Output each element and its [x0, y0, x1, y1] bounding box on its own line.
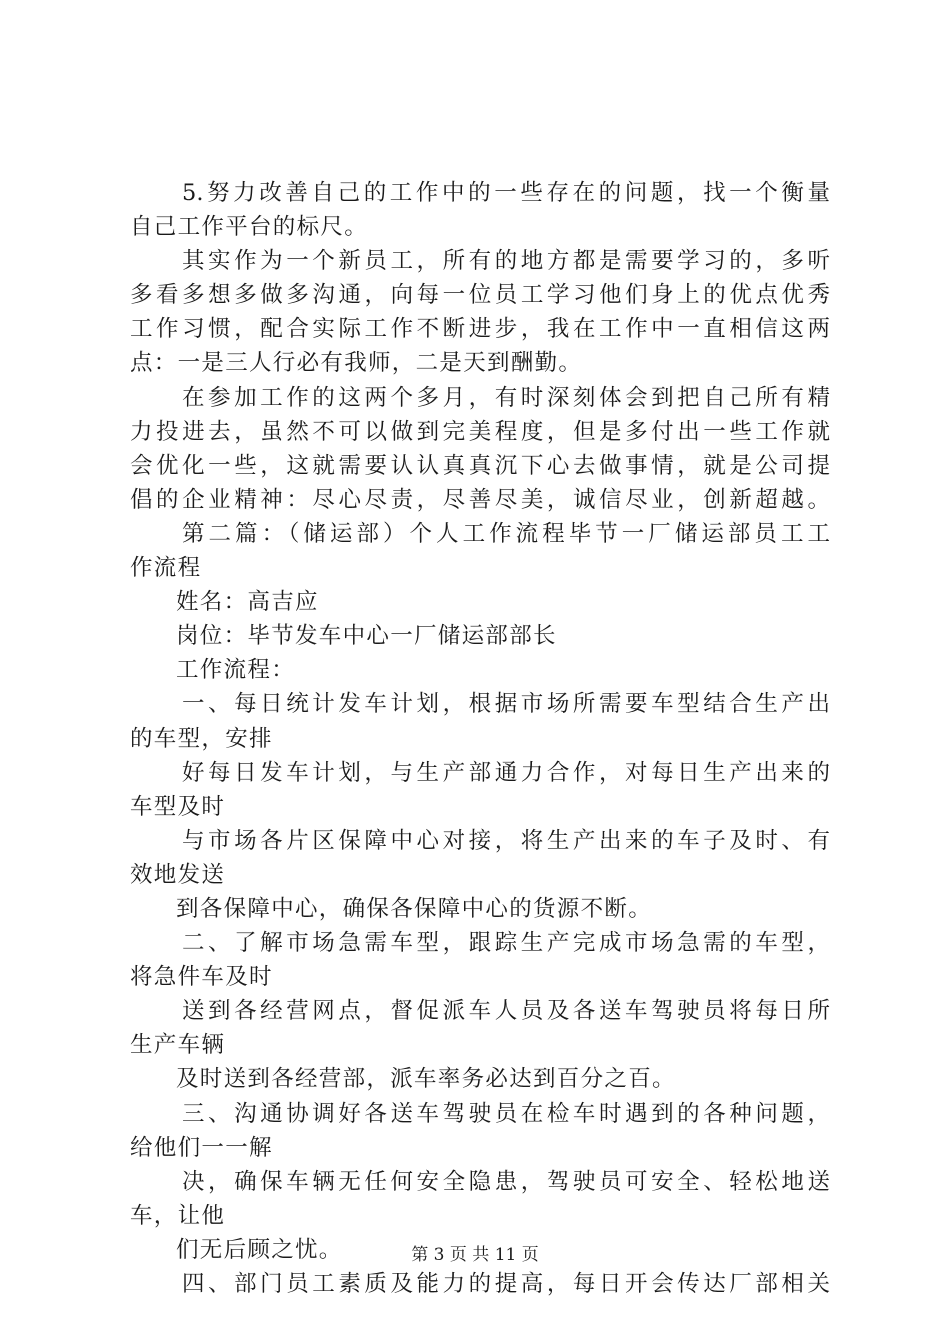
text-line: 其实作为一个新员工，所有的地方都是需要学习的，多听 — [182, 248, 830, 275]
text-line: 自己工作平台的标尺。 — [130, 214, 369, 241]
text-line: 力投进去，虽然不可以做到完美程度，但是多付出一些工作就 — [130, 418, 830, 445]
text-line: 给他们一一解 — [130, 1134, 273, 1161]
text-line: 作流程 — [130, 555, 202, 582]
text-line: 岗位：毕节发车中心一厂储运部部长 — [176, 623, 557, 650]
text-line: 好每日发车计划，与生产部通力合作，对每日生产出来的 — [182, 759, 830, 786]
text-line: 点：一是三人行必有我师，二是天到酬勤。 — [130, 350, 583, 377]
text-line: 5.努力改善自己的工作中的一些存在的问题，找一个衡量 — [182, 180, 830, 206]
text-line: 三、沟通协调好各送车驾驶员在检车时遇到的各种问题， — [182, 1100, 830, 1127]
text-line: 四、部门员工素质及能力的提高，每日开会传达厂部相关 — [182, 1271, 830, 1297]
text-line: 及时送到各经营部，派车率务必达到百分之百。 — [176, 1066, 676, 1093]
text-line: 将急件车及时 — [130, 964, 273, 991]
text-line: 的车型，安排 — [130, 725, 273, 752]
document-body — [130, 176, 830, 1301]
text-line: 工作习惯，配合实际工作不断进步，我在工作中一直相信这两 — [130, 316, 830, 343]
text-line: 生产车辆 — [130, 1032, 226, 1059]
text-line: 二、了解市场急需车型，跟踪生产完成市场急需的车型， — [182, 930, 830, 957]
text-line: 车型及时 — [130, 793, 226, 820]
text-line: 决，确保车辆无任何安全隐患，驾驶员可安全、轻松地送 — [182, 1168, 830, 1195]
text-line: 效地发送 — [130, 861, 226, 888]
text-line: 姓名：高吉应 — [176, 589, 319, 616]
text-line: 多看多想多做多沟通，向每一位员工学习他们身上的优点优秀 — [130, 282, 830, 309]
text-line: 第二篇：（储运部）个人工作流程毕节一厂储运部员工工 — [182, 520, 830, 547]
text-line: 倡的企业精神：尽心尽责，尽善尽美，诚信尽业，创新超越。 — [130, 486, 830, 513]
text-line: 一、每日统计发车计划，根据市场所需要车型结合生产出 — [182, 691, 830, 718]
text-line: 车，让他 — [130, 1202, 226, 1229]
text-line: 与市场各片区保障中心对接，将生产出来的车子及时、有 — [182, 827, 830, 854]
text-line: 们无后顾之忧。 — [176, 1236, 343, 1263]
text-line: 在参加工作的这两个多月，有时深刻体会到把自己所有精 — [182, 384, 830, 411]
page-footer: 第 3 页 共 11 页 — [411, 1245, 539, 1265]
text-line: 会优化一些，这就需要认认真真沉下心去做事情，就是公司提 — [130, 452, 830, 479]
text-line: 到各保障中心，确保各保障中心的货源不断。 — [176, 895, 653, 922]
text-line: 工作流程： — [176, 657, 296, 684]
text-line: 送到各经营网点，督促派车人员及各送车驾驶员将每日所 — [182, 998, 830, 1025]
